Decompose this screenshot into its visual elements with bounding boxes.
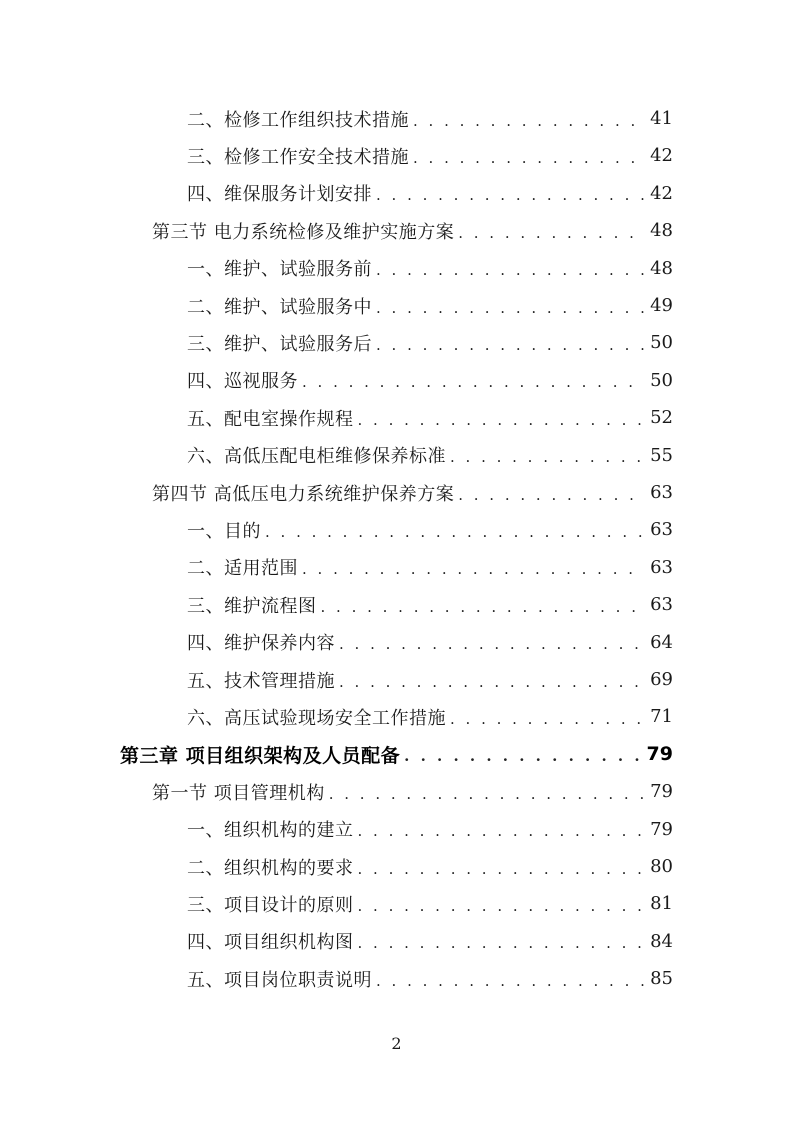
toc-entry-title: 四、巡视服务 [187, 371, 298, 393]
toc-entry-title: 五、项目岗位职责说明 [187, 969, 372, 991]
toc-page-number: 63 [650, 482, 673, 503]
toc-entry-title: 三、项目设计的原则 [187, 894, 354, 916]
toc-page-number: 52 [650, 407, 673, 429]
toc-entry-title: 二、组织机构的要求 [187, 857, 354, 879]
toc-entry-title: 二、检修工作组织技术措施 [187, 109, 409, 131]
toc-item-row[interactable] [187, 399, 673, 436]
dot-leader [404, 747, 640, 765]
toc-entry-title: 一、组织机构的建立 [187, 820, 354, 842]
toc-item-row[interactable] [187, 287, 673, 324]
toc-entry-title: 第三节 电力系统检修及维护实施方案 [152, 221, 455, 243]
dot-leader [321, 598, 645, 616]
toc-item-row[interactable] [187, 100, 673, 137]
toc-section-row[interactable] [152, 773, 673, 810]
dot-leader [458, 224, 644, 242]
toc-entry-title: 二、维护、试验服务中 [187, 296, 372, 318]
toc-page-number: 64 [650, 631, 673, 653]
toc-page-number: 49 [650, 295, 673, 316]
dot-leader [450, 710, 644, 728]
toc-item-row[interactable] [187, 549, 673, 586]
toc-item-row[interactable] [187, 324, 673, 361]
dot-leader [358, 411, 645, 429]
dot-leader [339, 673, 644, 691]
toc-page-number: 79 [646, 743, 673, 766]
toc-entry-title: 一、目的 [187, 520, 261, 542]
dot-leader [413, 112, 644, 130]
toc-page-number: 48 [650, 220, 673, 242]
toc-page-number: 63 [650, 594, 673, 616]
toc-page-number: 85 [650, 968, 673, 990]
toc-page-number: 55 [650, 444, 673, 466]
toc-entry-title: 第四节 高低压电力系统维护保养方案 [152, 483, 455, 505]
dot-leader [376, 972, 644, 990]
dot-leader [358, 897, 645, 915]
dot-leader [376, 186, 644, 204]
toc-entry-title: 第一节 项目管理机构 [152, 782, 325, 804]
toc-entry-title: 五、技术管理措施 [187, 670, 335, 692]
toc-entry-title: 四、维保服务计划安排 [187, 184, 372, 206]
toc-item-row[interactable] [187, 885, 673, 922]
toc-page-number: 41 [650, 108, 673, 129]
toc-page-number: 42 [650, 145, 673, 167]
toc-item-row[interactable] [187, 848, 673, 885]
toc-item-row[interactable] [187, 175, 673, 212]
toc-entry-title: 四、维护保养内容 [187, 633, 335, 655]
dot-leader [358, 860, 645, 878]
toc-item-row[interactable] [187, 661, 673, 698]
toc-page-number: 69 [650, 669, 673, 690]
dot-leader [413, 149, 644, 167]
toc-item-row[interactable] [187, 362, 673, 399]
toc-page-number: 79 [650, 818, 673, 840]
toc-page-number: 63 [650, 519, 673, 541]
toc-page-number: 42 [650, 182, 673, 204]
toc-entry-title: 三、检修工作安全技术措施 [187, 146, 409, 168]
toc-item-row[interactable] [187, 586, 673, 623]
toc-item-row[interactable] [187, 511, 673, 548]
toc-section-row[interactable] [152, 212, 673, 249]
dot-leader [358, 822, 645, 840]
toc-page-number: 79 [650, 781, 673, 803]
toc-page-number: 63 [650, 556, 673, 578]
toc-item-row[interactable] [187, 923, 673, 960]
toc-entry-title: 六、高压试验现场安全工作措施 [187, 707, 446, 729]
toc-page-number: 81 [650, 893, 673, 915]
toc-item-row[interactable] [187, 437, 673, 474]
toc-item-row[interactable] [187, 698, 673, 735]
dot-leader [265, 523, 644, 541]
toc-section-row[interactable] [152, 474, 673, 511]
toc-entry-title: 三、维护、试验服务后 [187, 333, 372, 355]
toc-entry-title: 二、适用范围 [187, 558, 298, 580]
dot-leader [450, 448, 644, 466]
toc-page-number: 84 [650, 930, 673, 952]
dot-leader [376, 336, 644, 354]
toc-page-number: 71 [650, 706, 673, 728]
dot-leader [329, 785, 644, 803]
toc-entry-title: 一、维护、试验服务前 [187, 259, 372, 281]
toc-item-row[interactable] [187, 137, 673, 174]
toc-entry-title: 四、项目组织机构图 [187, 932, 354, 954]
toc-item-row[interactable] [187, 250, 673, 287]
dot-leader [302, 560, 644, 578]
dot-leader [376, 261, 644, 279]
toc-entry-title: 五、配电室操作规程 [187, 408, 354, 430]
toc-chapter-row[interactable] [120, 736, 673, 773]
toc-page-number: 50 [650, 332, 673, 354]
dot-leader [339, 635, 644, 653]
toc-item-row[interactable] [187, 811, 673, 848]
toc-page-number: 48 [650, 257, 673, 279]
toc-entry-title: 三、维护流程图 [187, 595, 317, 617]
toc-entry-title: 六、高低压配电柜维修保养标准 [187, 446, 446, 468]
toc-item-row[interactable] [187, 624, 673, 661]
toc-page-number: 50 [650, 369, 673, 391]
dot-leader [302, 373, 644, 391]
dot-leader [458, 486, 644, 504]
toc-item-row[interactable] [187, 960, 673, 997]
dot-leader [358, 934, 645, 952]
toc-entry-title: 第三章 项目组织架构及人员配备 [120, 744, 401, 767]
dot-leader [376, 299, 644, 317]
toc-page-number: 80 [650, 856, 673, 877]
page-number: 2 [391, 1034, 402, 1053]
